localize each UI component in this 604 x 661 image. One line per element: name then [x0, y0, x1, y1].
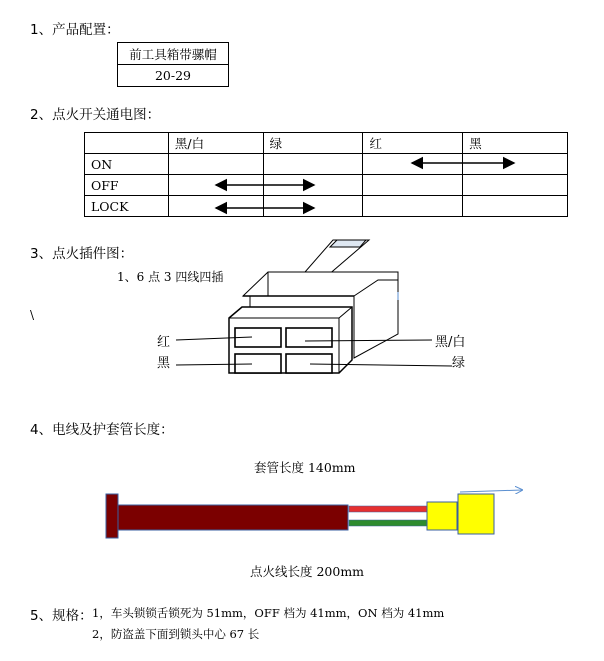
plug-subtitle: 1、6 点 3 四线四插: [117, 270, 224, 284]
sleeve-length-label: 套管长度 140mm: [254, 460, 356, 475]
switch-row-lock-label: LOCK: [85, 196, 169, 217]
plug-label-black-white: 黑/白: [435, 335, 466, 350]
terminal-large: [458, 494, 494, 534]
sleeve-body: [118, 505, 348, 530]
terminal-small: [427, 502, 457, 530]
section-3-heading: 3、点火插件图：: [30, 246, 134, 262]
wire-length-label: 点火线长度 200mm: [250, 564, 365, 579]
section-5-heading: 5、规格：: [30, 608, 93, 624]
spec-line-2: 2，防盗盖下面到锁头中心 67 长: [92, 627, 260, 641]
switch-header-red: 红: [363, 133, 463, 154]
spec-line-1: 1，车头锁锁舌锁死为 51mm，OFF 档为 41mm，ON 档为 41mm: [92, 606, 445, 620]
config-name-cell: 前工具箱带骡帽: [118, 43, 229, 65]
plug-label-black: 黑: [157, 356, 171, 371]
direction-arrow: [460, 490, 522, 492]
switch-header-black-white: 黑/白: [168, 133, 263, 154]
section-1-heading: 1、产品配置：: [30, 22, 120, 38]
section-4-heading: 4、电线及护套管长度：: [30, 422, 174, 438]
switch-header-black: 黑: [463, 133, 568, 154]
switch-header-green: 绿: [263, 133, 363, 154]
config-value-cell: 20-29: [118, 65, 229, 87]
plug-label-green: 绿: [452, 356, 466, 371]
wire-red: [349, 506, 428, 512]
switch-row-off-label: OFF: [85, 175, 169, 196]
stray-mark: \: [30, 308, 35, 322]
section-2-heading: 2、点火开关通电图：: [30, 107, 161, 123]
plug-label-red: 红: [157, 335, 171, 350]
sleeve-end-cap: [106, 494, 118, 538]
switch-row-on-label: ON: [85, 154, 169, 175]
wire-green: [349, 520, 428, 526]
